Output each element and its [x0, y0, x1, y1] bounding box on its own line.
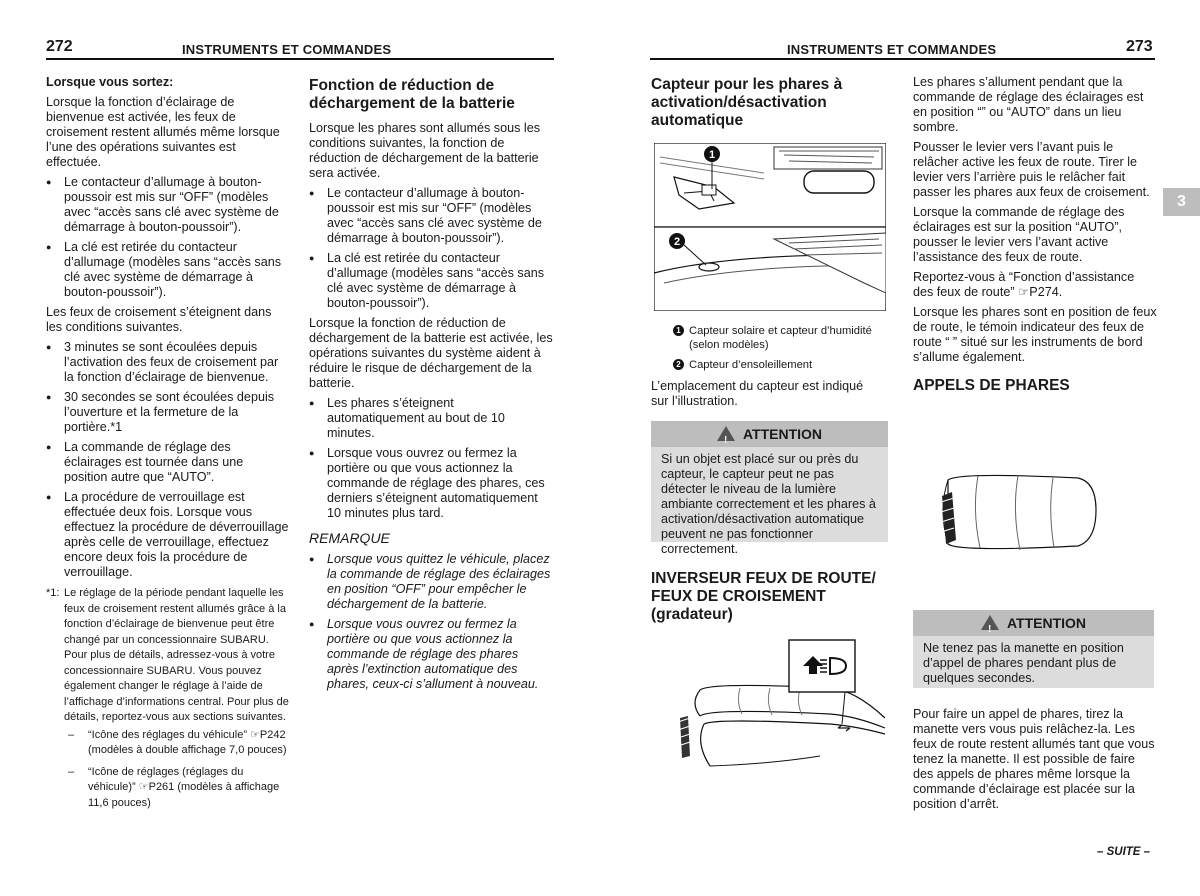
paragraph: Lorsque la commande de réglage des éclairages est sur la position “AUTO”, pousser le levier vers l’avant active l’assistance des feux de route.	[913, 205, 1125, 264]
list-item: ● Les phares s’éteignent automatiquement au bout de 10 minutes.	[309, 396, 553, 441]
section-title: APPELS DE PHARES	[913, 377, 1070, 394]
paragraph: Lorsque la fonction de réduction de déchargement de la batterie est activée, les opérations suivantes du système aident à réduire le risque de déchargement de la batterie.	[309, 316, 553, 390]
chapter-tab: 3	[1163, 188, 1200, 216]
attention-text: Si un objet est placé sur ou près du capteur, le capteur peut ne pas détecter le niveau de la lumière ambiante correctement et les phares à activation/désactivation automatique peuvent ne pas fonctionner correctement.	[661, 452, 876, 556]
attention-box-sensor	[651, 421, 888, 556]
header-rule-right	[650, 58, 1155, 60]
sensor-illustration	[654, 143, 886, 311]
paragraph: Lorsque la fonction d’éclairage de bienvenue est activée, les feux de croisement restent allumés même lorsque l’une des opérations suivantes est effectuée.	[46, 95, 280, 169]
paragraph: Pousser le levier vers l’avant puis le relâcher active les feux de route. Tirer le levier vers l’arrière puis le relâcher fait passer les phares aux feux de croisement.	[913, 140, 1150, 199]
header-rule-left	[46, 58, 554, 60]
sensor-caption: L’emplacement du capteur est indiqué sur l’illustration.	[651, 379, 864, 408]
list-item: ● La commande de réglage des éclairages est tournée dans une position autre que “AUTO”.	[46, 440, 290, 485]
continued-label: – SUITE –	[1097, 846, 1151, 858]
flash-lever-drawing	[938, 470, 1098, 570]
svg-text:2: 2	[673, 236, 681, 248]
footnote-text: Le réglage de la période pendant laquelle les feux de croisement restent allumés grâce à la fonction d’éclairage de bienvenue peut être changé par un concessionnaire SUBARU. Pour plus de détails, adressez-vous à votre concessionnaire SUBARU. Vous pouvez également changer le réglage à l’aide de l’affichage d’informations central. Pour plus de détails, reportez-vous aux sections suivantes.	[64, 587, 289, 723]
section-heading: Lorsque vous sortez:	[46, 75, 174, 89]
left-col2	[309, 77, 553, 697]
list-item: ● Lorsque vous ouvrez ou fermez la portière ou que vous actionnez la commande de réglage des phares, ces derniers s’éteignent automatiquement 10 minutes plus tard.	[309, 446, 553, 521]
list-item: ● Le contacteur d’allumage à bouton-poussoir est mis sur “OFF” (modèles avec “accès sans clé avec système de démarrage à bouton-poussoir”).	[46, 175, 290, 235]
note-item: ● Lorsque vous ouvrez ou fermez la portière ou que vous actionnez la commande de réglage des phares après l’extinction automatique des phares, ceux-ci s’allument à nouveau.	[309, 617, 553, 692]
footnote	[46, 586, 290, 726]
list-item: ● La clé est retirée du contacteur d’allumage (modèles sans “accès sans clé avec système de démarrage à bouton-poussoir”).	[309, 251, 553, 311]
note-item: ● Lorsque vous quittez le véhicule, placez la commande de réglage des éclairages en position “OFF” pour empêcher le déchargement de la batterie.	[309, 552, 553, 612]
header-title-right: INSTRUMENTS ET COMMANDES	[787, 42, 997, 57]
attention-title: !ATTENTION	[651, 421, 888, 447]
right-col1	[651, 76, 886, 138]
paragraph: Les phares s’allument pendant que la commande de réglage des éclairages est en position “⁠” ou “AUTO” dans un lieu sombre.	[913, 75, 1144, 134]
dimmer-section	[651, 570, 891, 632]
legend-item: 2 Capteur d’ensoleillement	[673, 358, 887, 372]
list-item: ● 30 secondes se sont écoulées depuis l’ouverture et la fermeture de la portière.*1	[46, 390, 290, 435]
page-number-right: 273	[1126, 38, 1153, 55]
footnote-mark: *1:	[46, 587, 60, 599]
svg-text:1: 1	[708, 149, 716, 161]
attention-title: !ATTENTION	[913, 610, 1154, 636]
section-title: Capteur pour les phares à activation/désactivation automatique	[651, 76, 843, 129]
right-col2	[913, 75, 1157, 403]
sensor-legend	[673, 324, 887, 372]
header-title-left: INSTRUMENTS ET COMMANDES	[182, 42, 392, 57]
list-item: ● Le contacteur d’allumage à bouton-poussoir est mis sur “OFF” (modèles avec “accès sans clé avec système de démarrage à bouton-poussoir”).	[309, 186, 553, 246]
sensor-drawing	[654, 143, 886, 311]
page-number-left: 272	[46, 38, 73, 55]
flash-paragraph: Pour faire un appel de phares, tirez la manette vers vous puis relâchez-la. Les feux de route restent allumés tant que vous tenez la manette. Il est possible de faire des appels de phares même lorsque la commande d’éclairage est placée sur la position d’arrêt.	[913, 707, 1155, 811]
list-item: ● 3 minutes se sont écoulées depuis l’activation des feux de croisement par la fonction d’éclairage de bienvenue.	[46, 340, 290, 385]
paragraph: Les feux de croisement s’éteignent dans les conditions suivantes.	[46, 305, 272, 334]
warning-icon	[981, 615, 999, 630]
warning-icon	[717, 426, 735, 441]
dash-item: – “Icône des réglages du véhicule” ☞P242 (modèles à double affichage 7,0 pouces)	[68, 728, 287, 756]
left-col1	[46, 75, 290, 817]
dash-item: – “Icône de réglages (réglages du véhicule)” ☞P261 (modèles à affichage 11,6 pouces)	[68, 765, 280, 809]
paragraph: Lorsque les phares sont allumés sous les conditions suivantes, la fonction de réduction de déchargement de la batterie sera activée.	[309, 121, 541, 180]
list-item: ● La procédure de verrouillage est effectuée deux fois. Lorsque vous effectuez la procédure de déverrouillage après celle de verrouillage, effectuez encore deux fois la procédure de verrouillage.	[46, 490, 290, 580]
dimmer-lever-illustration	[670, 638, 888, 770]
attention-text: Ne tenez pas la manette en position d’appel de phares pendant plus de quelques secondes.	[923, 641, 1124, 685]
attention-box-flash	[913, 610, 1154, 688]
section-title: INVERSEUR FEUX DE ROUTE/ FEUX DE CROISEMENT (gradateur)	[651, 570, 876, 623]
section-title: Fonction de réduction de déchargement de la batterie	[309, 77, 515, 112]
flash-lever-illustration	[938, 470, 1098, 570]
note-title: REMARQUE	[309, 530, 390, 546]
paragraph: Reportez-vous à “Fonction d’assistance des feux de route” ☞P274.	[913, 270, 1135, 299]
paragraph: Lorsque les phares sont en position de feux de route, le témoin indicateur des feux de route “ ” situé sur les instruments de bord s’allume également.	[913, 305, 1157, 364]
legend-item: 1 Capteur solaire et capteur d’humidité (selon modèles)	[673, 324, 887, 352]
list-item: ● La clé est retirée du contacteur d’allumage (modèles sans “accès sans clé avec système de démarrage à bouton-poussoir”).	[46, 240, 290, 300]
lever-drawing	[670, 638, 888, 770]
